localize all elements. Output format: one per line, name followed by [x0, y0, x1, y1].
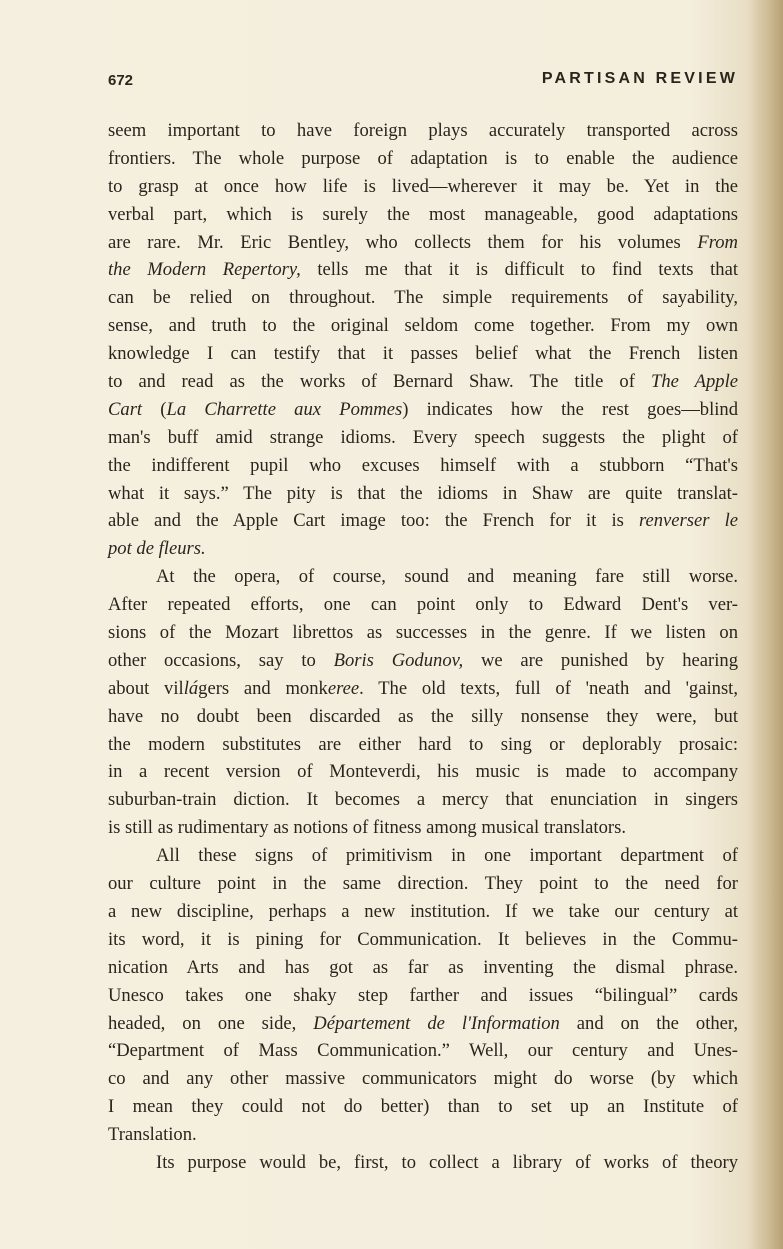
text-segment: Unesco takes one shaky step farther and issues “bilingual” cards [108, 984, 738, 1006]
text-segment: All these signs of primitivism in one important department of [156, 845, 738, 867]
text-line [108, 535, 738, 563]
italic-segment: Cart [108, 398, 143, 420]
text-segment: a new discipline, perhaps a new institution. If we take our century at [108, 900, 738, 922]
text-line [108, 898, 738, 926]
text-segment: seem important to have foreign plays accurately transported across [108, 120, 738, 141]
text-segment: verbal part, which is surely the most manageable, good adaptations [108, 203, 738, 225]
text-line [108, 117, 738, 145]
text-segment: ) indicates how the rest goes—blind [402, 398, 739, 420]
text-segment: Translation. [108, 1124, 197, 1146]
italic-segment: La Charrette aux Pommes [166, 398, 403, 420]
text-line [108, 1037, 738, 1065]
italic-segment: From [697, 231, 738, 253]
text-segment: tells me that it is difficult to find texts that [300, 259, 738, 281]
italic-segment: the Modern Repertory, [108, 259, 301, 281]
text-line [108, 368, 738, 396]
text-line [108, 731, 738, 759]
text-segment: are rare. Mr. Eric Bentley, who collects them for his volumes [108, 231, 698, 253]
text-line [108, 1149, 738, 1177]
text-segment: to and read as the works of Bernard Shaw. The title of [108, 371, 651, 393]
text-line [108, 201, 738, 229]
text-segment: frontiers. The whole purpose of adaptation is to enable the audience [108, 147, 738, 169]
text-segment: other occasions, say to [108, 649, 334, 671]
text-line [108, 703, 738, 731]
text-line [108, 954, 738, 982]
text-line [108, 452, 738, 480]
text-line [108, 675, 738, 703]
text-segment: . The old texts, full of 'neath and 'gainst, [359, 677, 738, 699]
text-segment: At the opera, of course, sound and meaning fare still worse. [156, 566, 738, 588]
text-segment: about vil [108, 677, 184, 699]
text-segment: nication Arts and has got as far as inventing the dismal phrase. [108, 956, 738, 978]
text-line [108, 786, 738, 814]
text-line [108, 507, 738, 535]
text-line [108, 814, 738, 842]
text-segment: “Department of Mass Communication.” Well, our century and Unes- [108, 1040, 738, 1062]
text-segment: in a recent version of Monteverdi, his music is made to accompany [108, 761, 738, 783]
italic-segment: renverser le [638, 510, 738, 532]
text-line [108, 842, 738, 870]
text-line [108, 1010, 738, 1038]
text-segment: we are punished by hearing [463, 649, 739, 671]
text-line [108, 619, 738, 647]
text-segment: gers and monk [198, 677, 328, 699]
text-line [108, 1093, 738, 1121]
text-segment: the indifferent pupil who excuses himself with a stubborn “That's [108, 454, 738, 476]
text-segment: its word, it is pining for Communication. It believes in the Commu- [108, 928, 738, 950]
text-segment: headed, on one side, [108, 1012, 314, 1034]
text-segment: have no doubt been discarded as the silly nonsense they were, but [108, 705, 738, 727]
text-line [108, 173, 738, 201]
text-line [108, 340, 738, 368]
text-line [108, 926, 738, 954]
page-number: 672 [108, 72, 134, 89]
text-segment: what it says.” The pity is that the idioms in Shaw are quite translat- [108, 482, 738, 504]
text-segment: our culture point in the same direction. They point to the need for [108, 873, 738, 895]
text-segment: to grasp at once how life is lived—wherever it may be. Yet in the [108, 175, 738, 197]
page-header [108, 70, 738, 92]
text-line [108, 647, 738, 675]
text-segment: can be relied on throughout. The simple requirements of sayability, [108, 287, 738, 309]
italic-segment: lá [183, 677, 199, 699]
text-line [108, 563, 738, 591]
text-segment: knowledge I can testify that it passes belief what the French listen [108, 343, 738, 365]
italic-segment: eree [327, 677, 360, 699]
text-segment: suburban-train diction. It becomes a mercy that enunciation in singers [108, 789, 738, 811]
italic-segment: Département de l'Information [313, 1012, 560, 1034]
italic-segment: pot de fleurs. [108, 538, 206, 560]
text-line [108, 1065, 738, 1093]
text-segment: and on the other, [559, 1012, 739, 1034]
spine-shadow [749, 0, 783, 1249]
text-segment: Its purpose would be, first, to collect a library of works of theory [156, 1151, 738, 1173]
text-segment: able and the Apple Cart image too: the French for it is [108, 510, 639, 532]
text-line [108, 312, 738, 340]
italic-segment: Boris Godunov, [333, 649, 464, 671]
text-line [108, 870, 738, 898]
text-segment: co and any other massive communicators might do worse (by which [108, 1068, 738, 1090]
text-segment: is still as rudimentary as notions of fitness among musical translators. [108, 817, 626, 839]
text-line [108, 591, 738, 619]
text-line [108, 480, 738, 508]
text-line [108, 758, 738, 786]
text-segment: ( [142, 398, 167, 420]
text-segment: man's buff amid strange idioms. Every speech suggests the plight of [108, 426, 738, 448]
text-segment: I mean they could not do better) than to set up an Institute of [108, 1096, 738, 1118]
text-segment: sions of the Mozart librettos as successes in the genre. If we listen on [108, 622, 738, 644]
body-text [108, 117, 738, 1177]
text-segment: sense, and truth to the original seldom come together. From my own [108, 315, 738, 337]
running-head: PARTISAN REVIEW [541, 70, 738, 87]
text-line [108, 982, 738, 1010]
text-line [108, 256, 738, 284]
text-line [108, 1121, 738, 1149]
text-segment: the modern substitutes are either hard to sing or deplorably prosaic: [108, 733, 738, 755]
text-segment: After repeated efforts, one can point only to Edward Dent's ver- [108, 594, 738, 616]
text-line [108, 396, 738, 424]
text-line [108, 229, 738, 257]
text-line [108, 284, 738, 312]
text-line [108, 145, 738, 173]
text-line [108, 424, 738, 452]
italic-segment: The Apple [650, 371, 738, 393]
